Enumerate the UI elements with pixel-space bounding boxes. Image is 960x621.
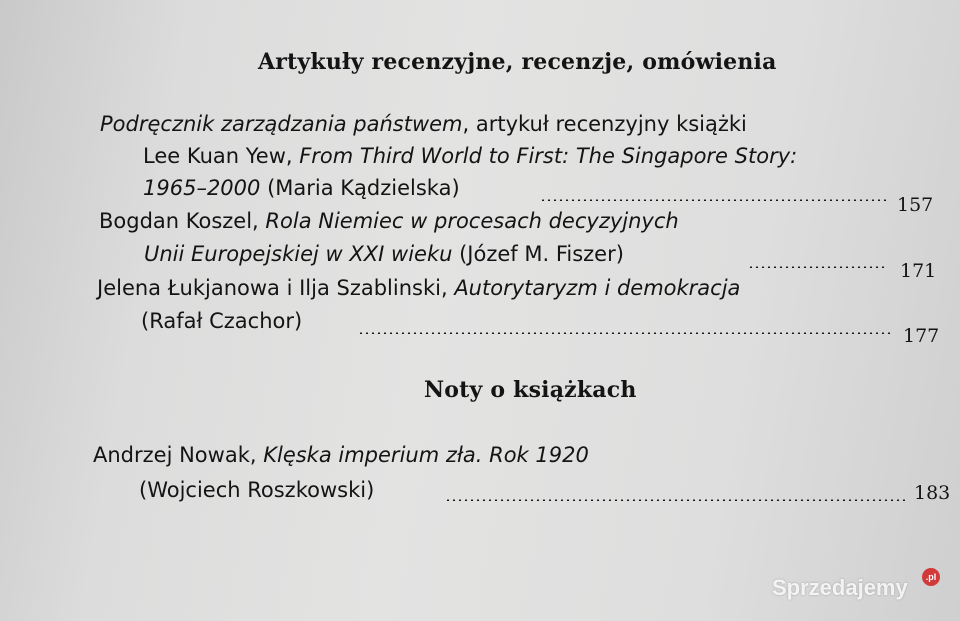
toc-entry-4-line-1 (93, 445, 589, 466)
watermark-badge: .pl (922, 568, 940, 586)
entry-2-author: Bogdan Koszel, (99, 209, 266, 233)
entry-1-desc: , artykuł recenzyjny książki (462, 112, 747, 136)
entry-4-author: Andrzej Nowak, (93, 443, 264, 467)
entry-2-page-number: 171 (900, 260, 937, 282)
toc-entry-2-line-2 (144, 244, 624, 265)
entry-1-title: Podręcznik zarządzania państwem (100, 112, 463, 136)
entry-2-reviewer: (Józef M. Fiszer) (452, 242, 624, 266)
entry-4-page-number: 183 (914, 482, 951, 504)
entry-1-author: Lee Kuan Yew, (143, 144, 300, 168)
section-heading-reviews: Artykuły recenzyjne, recenzje, omówienia (258, 49, 777, 75)
entry-1-leader-dots (540, 199, 890, 201)
entry-4-reviewer: (Wojciech Roszkowski) (139, 478, 375, 502)
entry-3-author: Jelena Łukjanowa i Ilja Szablinski, (97, 276, 455, 300)
toc-entry-4-line-2 (139, 480, 374, 501)
entry-1-book-title: From Third World to First: The Singapore Story: (299, 144, 798, 168)
entry-2-title-cont: Unii Europejskiej w XXI wieku (144, 242, 453, 266)
toc-entry-1-line-2 (143, 146, 797, 167)
entry-3-reviewer: (Rafał Czachor) (141, 309, 303, 333)
toc-entry-3-line-1 (97, 278, 740, 299)
toc-entry-1-line-1 (100, 114, 747, 135)
toc-entry-3-line-2 (141, 311, 302, 332)
entry-1-years: 1965–2000 (143, 176, 261, 200)
entry-4-title: Klęska imperium zła. Rok 1920 (263, 443, 589, 467)
entry-3-page-number: 177 (903, 325, 940, 347)
entry-3-leader-dots (358, 332, 892, 334)
toc-entry-2-line-1 (99, 211, 679, 232)
entry-1-page-number: 157 (897, 194, 934, 216)
entry-2-title: Rola Niemiec w procesach decyzyjnych (265, 209, 679, 233)
entry-3-title: Autorytaryzm i demokracja (454, 276, 741, 300)
entry-2-leader-dots (748, 266, 888, 268)
toc-entry-1-line-3 (143, 178, 460, 199)
watermark-logo: Sprzedajemy (772, 575, 908, 600)
entry-1-reviewer: (Maria Kądzielska) (260, 176, 460, 200)
entry-4-leader-dots (445, 499, 905, 501)
bleed-through-text (640, 400, 646, 421)
section-heading-book-notes: Noty o książkach (424, 377, 637, 403)
